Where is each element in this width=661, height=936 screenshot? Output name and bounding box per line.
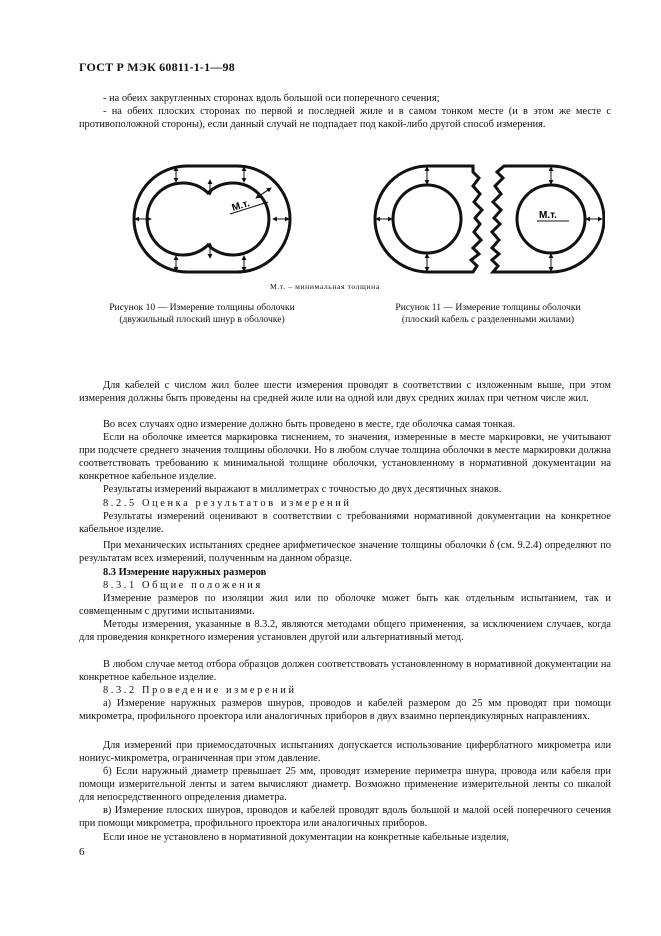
intro-item-2: - на обеих плоских сторонах по первой и последней жиле и в самом тонком месте (и в этом же месте с противоположной стороны), если данный случай не подпадает под какой-либо другой способ измерения. [79, 106, 611, 130]
paragraph-14: Если иное не установлено в нормативной документации на конкретные кабельные изделия, [103, 832, 509, 843]
fig11-mark-label: М.т. [539, 210, 557, 221]
figure-11-drawing [373, 162, 605, 276]
figure-11-caption-line-2: (плоский кабель с разделенными жилами) [401, 314, 575, 325]
fig10-mark-label: М.т. [230, 198, 252, 214]
paragraph-5: Результаты измерений оценивают в соответствии с требованиями нормативной документации на конкретное кабельное изделие. [79, 511, 611, 535]
figure-10-caption-line-2: (двужильный плоский шнур в оболочке) [119, 314, 285, 325]
paragraph-10: а) Измерение наружных размеров шнуров, проводов и кабелей размером до 25 мм проводят при помощи микрометра, профильного проектора или аналогичных приборов в двух взаимно перпендикулярных направлениях. [79, 698, 611, 722]
heading-8-3: 8.3 Измерение наружных размеров [103, 567, 267, 578]
figure-10-caption-line-1: Рисунок 10 — Измерение толщины оболочки [109, 302, 295, 313]
paragraph-13: в) Измерение плоских шнуров, проводов и кабелей проводят вдоль большой и малой осей поперечного сечения при помощи микрометра, профильного проектора или аналогичных приборов. [79, 805, 611, 829]
paragraph-3: Если на оболочке имеется маркировка тиснением, то значения, измеренные в месте маркировки, не учитывают при подсчете среднего значения толщины оболочки. Но в любом случае толщина оболочки в месте маркировки должна соответствовать требованию к минимальной толщине оболочки, установленному в нормативной документации на конкретное кабельное изделие. [79, 432, 611, 482]
figure-11-caption [362, 302, 614, 326]
paragraph-6: При механических испытаниях среднее арифметическое значение толщины оболочки δ (см. 9.2.4) определяют по результатам всех измерений, полученным на данном образце. [79, 540, 611, 564]
paragraph-7: Измерение размеров по изоляции жил или по оболочке может быть как отдельным испытанием, так и совмещенным с другими испытаниями. [79, 593, 611, 617]
figure-10-caption [86, 302, 318, 326]
paragraph-9: В любом случае метод отбора образцов должен соответствовать установленному в нормативной документации на конкретное кабельное изделие. [79, 659, 611, 683]
heading-8-3-2: 8.3.2 Проведение измерений [103, 685, 297, 696]
paragraph-2: Во всех случаях одно измерение должно быть проведено в месте, где оболочка самая тонкая. [103, 419, 516, 430]
heading-8-3-1: 8.3.1 Общие положения [103, 580, 263, 591]
paragraph-1: Для кабелей с числом жил более шести измерения проводят в соответствии с изложенным выше, при этом измерения должны быть проведены на средней жиле или на одной или двух средних жилах при четном числе жил. [79, 380, 611, 404]
document-header: ГОСТ Р МЭК 60811-1-1—98 [79, 60, 235, 74]
paragraph-4: Результаты измерений выражают в миллиметрах с точностью до двух десятичных знаков. [103, 484, 502, 495]
figure-10-drawing [132, 162, 292, 276]
paragraph-11: Для измерений при приемосдаточных испытаниях допускается использование циферблатного микрометра или нониус-микрометра, ограниченная при этом давление. [79, 740, 611, 764]
figure-note: М.т. – минимальная толщина [270, 282, 380, 291]
figure-11-caption-line-1: Рисунок 11 — Измерение толщины оболочки [395, 302, 581, 313]
heading-8-2-5: 8.2.5 Оценка результатов измерений [103, 498, 352, 509]
intro-item-1: - на обеих закругленных сторонах вдоль большой оси поперечного сечения; [103, 93, 440, 104]
paragraph-8: Методы измерения, указанные в 8.3.2, являются методами общего применения, за исключением случаев, когда для проведения конкретного измерения установлен другой или альтернативный метод. [79, 619, 611, 643]
page-number: 6 [79, 846, 85, 858]
paragraph-12: б) Если наружный диаметр превышает 25 мм, проводят измерение периметра шнура, провода или кабеля при помощи измерительной ленты и затем вычисляют диаметр. Возможно применение измерительной ленты со шкалой для непосредственного определения диаметра. [79, 766, 611, 803]
